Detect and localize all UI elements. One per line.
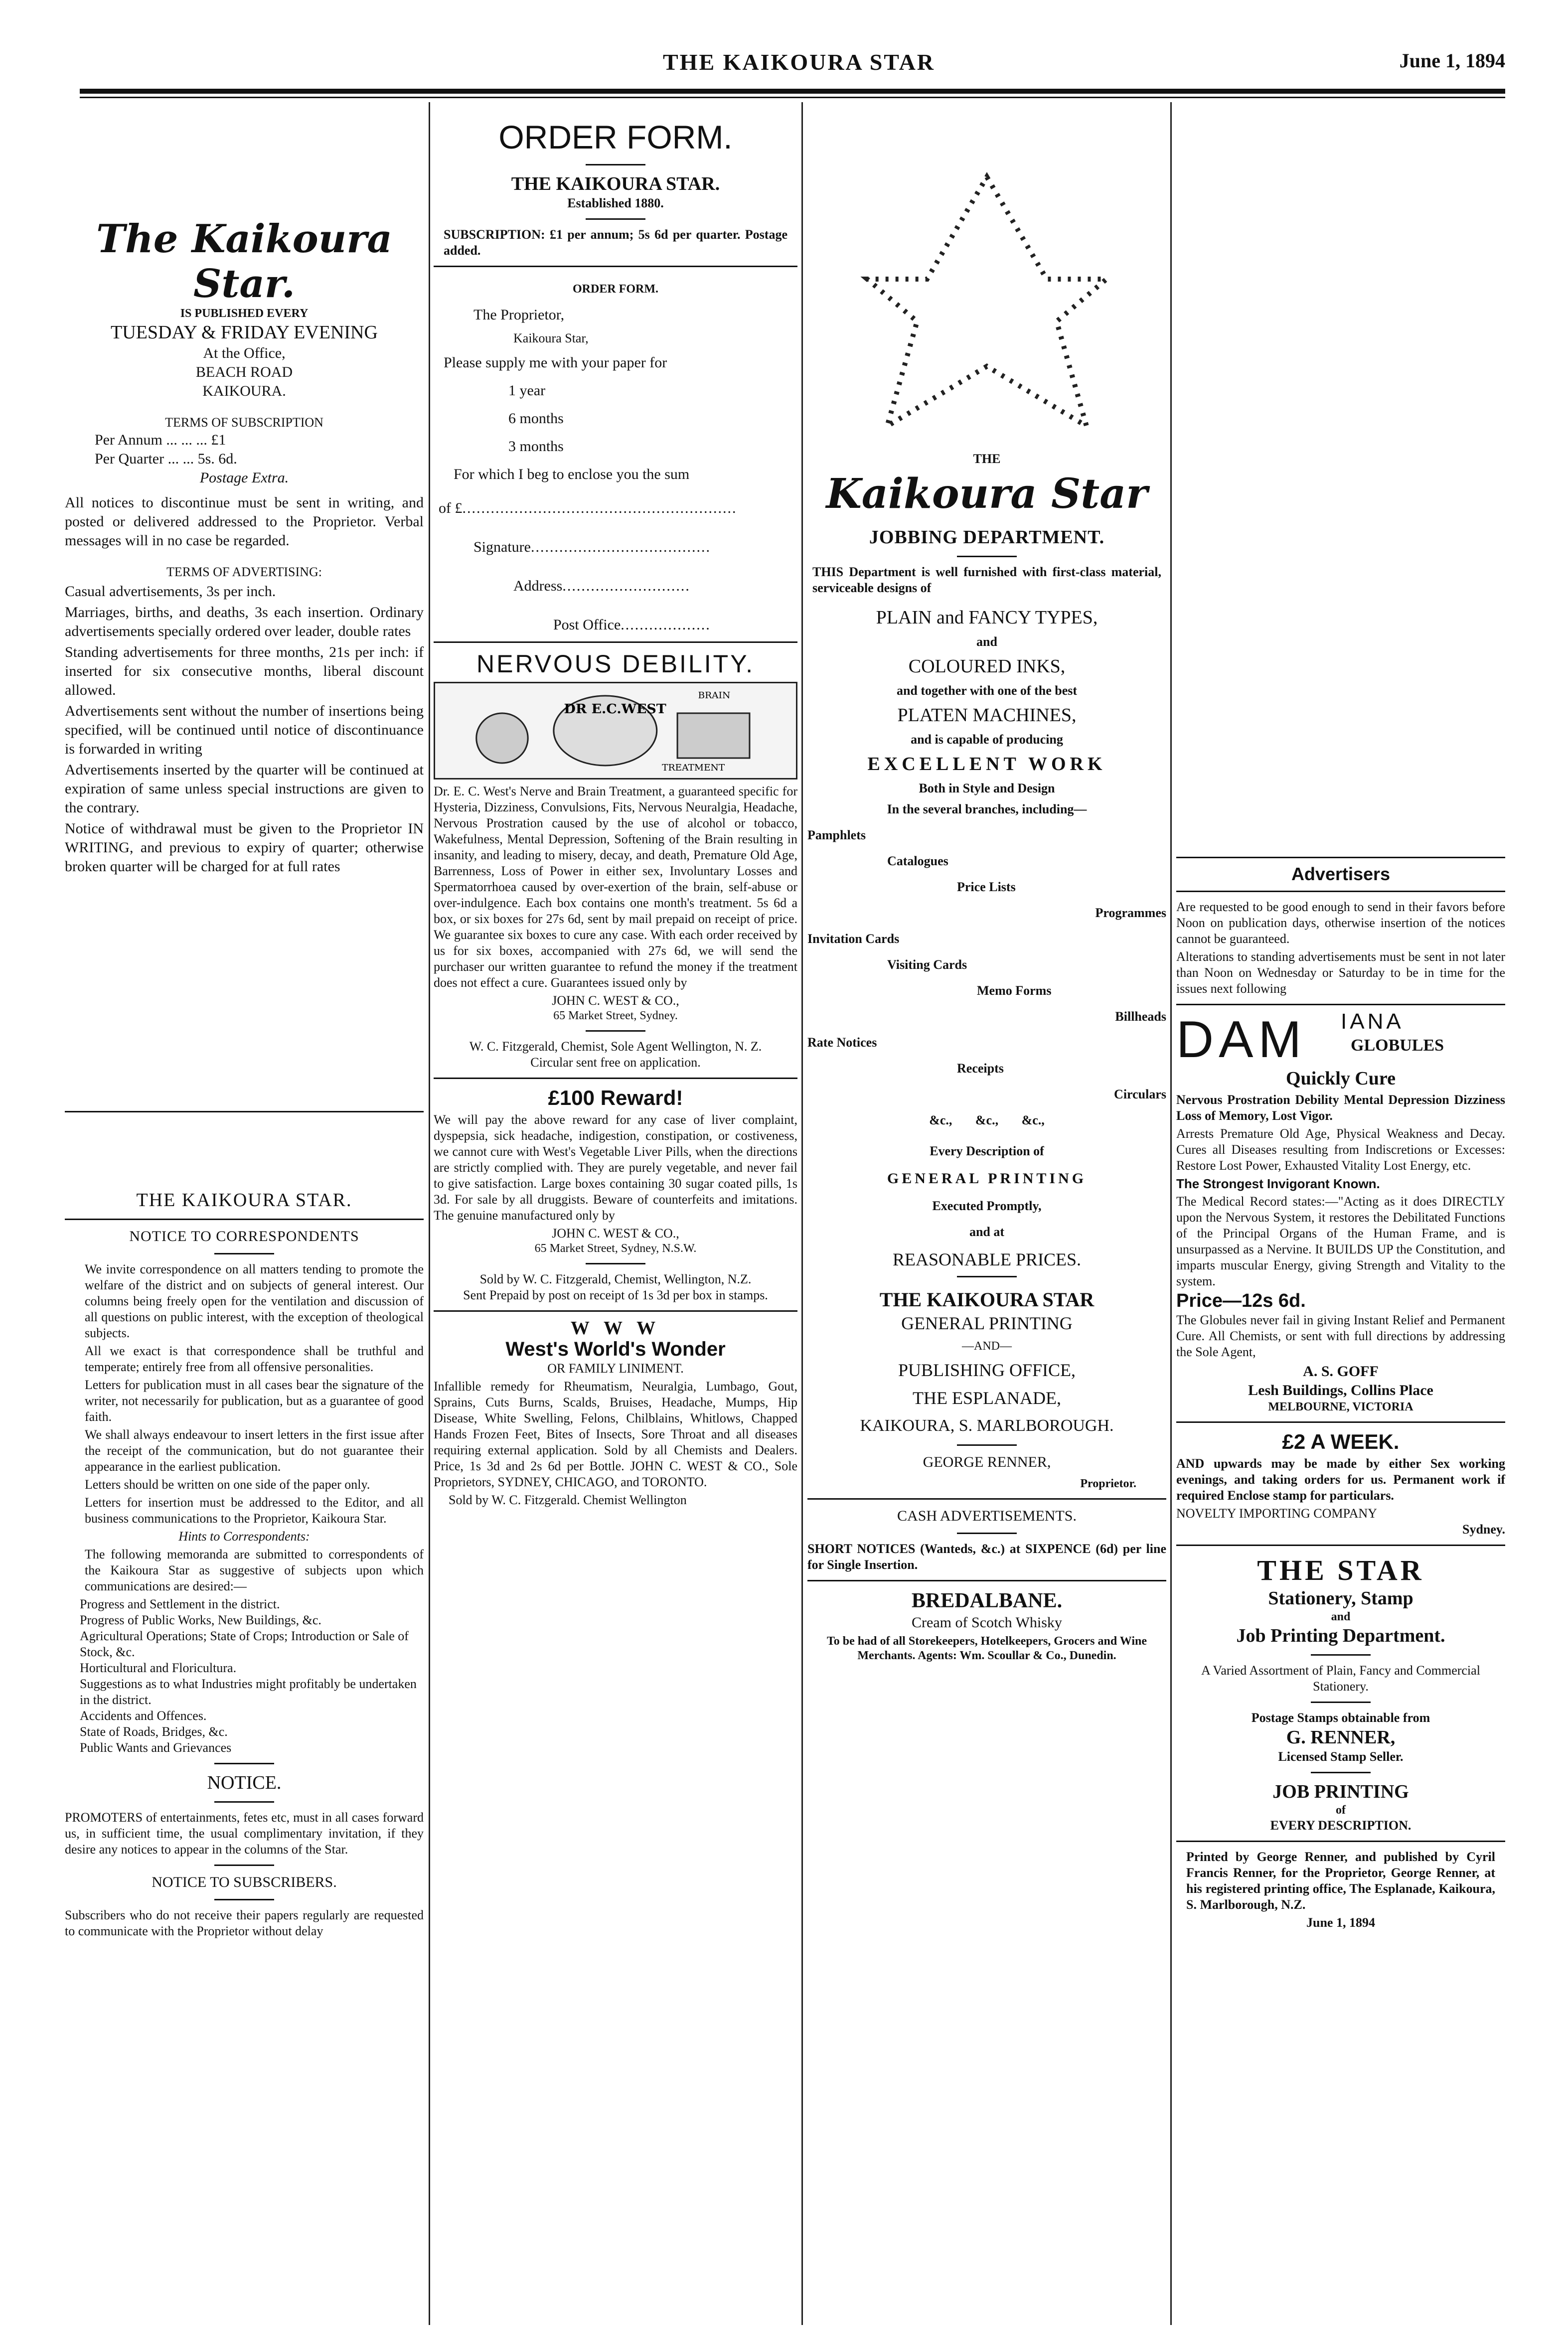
rule bbox=[1176, 1545, 1505, 1546]
option-six-months[interactable]: 6 months bbox=[508, 410, 564, 427]
stationery-line: Stationery, Stamp bbox=[1268, 1588, 1413, 1609]
sum-field[interactable]: of £.......................................................... bbox=[439, 500, 737, 516]
column-4 bbox=[1176, 102, 1505, 2327]
rule bbox=[1176, 891, 1505, 892]
field-label: of £ bbox=[439, 500, 463, 516]
globules-label: GLOBULES bbox=[1351, 1036, 1444, 1055]
licensed-line: Licensed Stamp Seller. bbox=[1278, 1749, 1404, 1764]
bredalbane-text: To be had of all Storekeepers, Hotelkeepers, Grocers and Wine Merchants. Agents: Wm. Scoullar & Co., Dunedin. bbox=[827, 1635, 1147, 1662]
rule bbox=[1311, 1654, 1371, 1656]
notice-heading: NOTICE. bbox=[207, 1772, 282, 1793]
post-office-field[interactable]: Post Office................... bbox=[553, 617, 711, 633]
cash-advertisements-heading: CASH ADVERTISEMENTS. bbox=[897, 1508, 1077, 1524]
general-printing-title: THE KAIKOURA STAR bbox=[879, 1288, 1095, 1311]
list-item: Billheads bbox=[1115, 1009, 1166, 1024]
damiana-text: Arrests Premature Old Age, Physical Weakness and Decay. Cures all Diseases resulting from Indiscretions or Excesses: Restore Lost Power, Exhausted Vitality Lost Energy, etc. bbox=[1176, 1126, 1505, 1173]
damiana-title-suffix: IANA bbox=[1341, 1009, 1404, 1034]
publication-days: TUESDAY & FRIDAY EVENING bbox=[111, 322, 378, 343]
rule bbox=[434, 641, 797, 643]
form-to: The Proprietor, bbox=[473, 307, 565, 323]
proprietor-line: Proprietor. bbox=[1080, 1477, 1136, 1490]
option-year[interactable]: 1 year bbox=[508, 382, 546, 399]
inks-line: COLOURED INKS, bbox=[908, 656, 1066, 677]
form-please: Please supply me with your paper for bbox=[444, 354, 667, 371]
imprint-text: Printed by George Renner, and published by Cyril Francis Renner, for the Proprietor, George Renner, at his registered printing office, The Esplanade, Kaikoura, S. Marlborough, N.Z. bbox=[1186, 1850, 1495, 1912]
advertisers-text: Are requested to be good enough to send in their favors before Noon on publication days, otherwise insertion of the notices cannot be guaranteed. bbox=[1176, 900, 1505, 946]
illustration-label: DR E.C.WEST bbox=[564, 701, 666, 717]
agent-address: Lesh Buildings, Collins Place bbox=[1248, 1382, 1433, 1398]
damiana-title: DAM bbox=[1176, 1011, 1307, 1069]
notice-paragraph: All we exact is that correspondence shall be truthful and temperate; entirely free from all offensive personalities. bbox=[85, 1344, 424, 1374]
column-divider bbox=[429, 102, 430, 2325]
the-line: THE bbox=[973, 452, 1001, 466]
excellent-work-line: EXCELLENT WORK bbox=[867, 754, 1106, 775]
damiana-advertisement bbox=[1176, 1009, 1505, 1414]
list-item: Receipts bbox=[957, 1061, 1004, 1076]
esplanade-line: THE ESPLANADE, bbox=[913, 1388, 1061, 1408]
masthead bbox=[80, 45, 1505, 90]
paper-title: The Kaikoura Star. bbox=[96, 216, 392, 307]
advertising-terms-heading: TERMS OF ADVERTISING: bbox=[166, 565, 322, 579]
agent-line: W. C. Fitzgerald, Chemist, Sole Agent Wellington, N. Z. bbox=[469, 1039, 762, 1054]
imprint-date: June 1, 1894 bbox=[1306, 1915, 1375, 1930]
office-line: At the Office, bbox=[203, 345, 286, 361]
jobbing-department bbox=[807, 526, 1166, 1665]
executed-line: Executed Promptly, bbox=[932, 1199, 1042, 1213]
list-item: Circulars bbox=[1114, 1087, 1166, 1101]
the-star-heading: THE STAR bbox=[1257, 1554, 1424, 1586]
quarter-rate: Per Quarter ... ... 5s. 6d. bbox=[95, 451, 237, 467]
column-divider bbox=[801, 102, 803, 2325]
rule bbox=[214, 1801, 274, 1803]
publishing-office-line: PUBLISHING OFFICE, bbox=[898, 1360, 1076, 1380]
rule bbox=[1176, 1841, 1505, 1842]
quickly-cure: Quickly Cure bbox=[1286, 1068, 1396, 1089]
advertising-term: Notice of withdrawal must be given to the Proprietor IN WRITING, and previous to expiry of quarter; otherwise broken quarter will be charged for at full rates bbox=[65, 820, 424, 875]
discontinue-notice: All notices to discontinue must be sent in writing, and posted or delivered addressed to the Proprietor. Verbal messages will in no case be regarded. bbox=[65, 494, 424, 549]
list-item: Public Wants and Grievances bbox=[80, 1740, 232, 1755]
wonder-heading: West's World's Wonder bbox=[505, 1338, 726, 1360]
list-item: Catalogues bbox=[887, 854, 948, 868]
list-item: Programmes bbox=[1095, 906, 1166, 920]
form-enclose: For which I beg to enclose you the sum bbox=[454, 466, 690, 482]
rule bbox=[957, 1276, 1017, 1277]
capable-line: and is capable of producing bbox=[911, 732, 1063, 747]
price-line: Price—12s 6d. bbox=[1176, 1290, 1306, 1311]
list-item: Progress and Settlement in the district. bbox=[80, 1597, 280, 1611]
rule bbox=[1176, 1004, 1505, 1005]
subscription-rates: SUBSCRIPTION: £1 per annum; 5s 6d per quarter. Postage added. bbox=[444, 227, 787, 258]
list-item: State of Roads, Bridges, &c. bbox=[80, 1724, 228, 1739]
price-text: The Globules never fail in giving Instant Relief and Permanent Cure. All Chemists, or sent with full directions by addressing the Sole Agent, bbox=[1176, 1313, 1505, 1359]
option-three-months[interactable]: 3 months bbox=[508, 438, 564, 455]
and-line: and bbox=[1331, 1610, 1351, 1623]
star-logo bbox=[852, 167, 1121, 436]
rule bbox=[957, 556, 1017, 557]
list-item: Memo Forms bbox=[977, 983, 1052, 998]
liniment-text: Infallible remedy for Rheumatism, Neuralgia, Lumbago, Gout, Sprains, Cuts Burns, Scalds, Bruises, Headache, Mumps, Hip Disease, White Swelling, Felons, Chilblains, Whitlows, Chapped Hands Frozen Feet, Bites of Insects, Sore Throat and all diseases requiring external application. Sold by all Chemists and Dealers. Price, 1s 3d and 2s 6d per Bottle. JOHN C. WEST & CO., Sole Proprietors, SYDNEY, CHICAGO, and TORONTO. bbox=[434, 1379, 797, 1489]
section-rule bbox=[65, 1111, 424, 1112]
column-3 bbox=[807, 102, 1166, 2327]
field-label: Signature bbox=[473, 539, 531, 555]
damiana-list: Nervous Prostration Debility Mental Depression Dizziness Loss of Memory, Lost Vigor. bbox=[1176, 1092, 1505, 1123]
star-name: THE KAIKOURA STAR. bbox=[511, 173, 720, 194]
general-printing-line: GENERAL PRINTING bbox=[887, 1170, 1087, 1187]
rule bbox=[807, 1580, 1166, 1581]
subscribers-heading: NOTICE TO SUBSCRIBERS. bbox=[152, 1874, 337, 1890]
and-line: and at bbox=[969, 1225, 1005, 1239]
field-label: Post Office bbox=[553, 617, 621, 633]
together-line: and together with one of the best bbox=[896, 683, 1078, 698]
list-item: Rate Notices bbox=[807, 1035, 877, 1050]
paper-name: Kaikoura Star bbox=[826, 470, 1148, 518]
company-address: 65 Market Street, Sydney. bbox=[553, 1009, 678, 1022]
types-line: PLAIN and FANCY TYPES, bbox=[876, 607, 1098, 628]
notice-paragraph: Letters for publication must in all cases bear the signature of the writer, not necessarily for publication, but as a guarantee of good faith. bbox=[85, 1378, 424, 1424]
postage-note: Postage Extra. bbox=[199, 469, 289, 486]
style-line: Both in Style and Design bbox=[919, 781, 1055, 795]
page-header-title: THE KAIKOURA STAR bbox=[663, 49, 936, 75]
kaikoura-line: KAIKOURA, S. MARLBOROUGH. bbox=[860, 1416, 1114, 1435]
rule bbox=[434, 266, 797, 267]
star-icon bbox=[852, 167, 1121, 436]
platen-line: PLATEN MACHINES, bbox=[897, 705, 1077, 726]
road-line: BEACH ROAD bbox=[195, 364, 293, 380]
section-rule bbox=[1176, 857, 1505, 858]
every-description-line: EVERY DESCRIPTION. bbox=[1270, 1818, 1411, 1833]
branches-line: In the several branches, including— bbox=[887, 802, 1087, 816]
rule bbox=[434, 1078, 797, 1079]
agent-line: Sold by W. C. Fitzgerald. Chemist Wellington bbox=[449, 1493, 687, 1507]
column-2 bbox=[434, 102, 797, 2327]
rule bbox=[586, 218, 645, 220]
circular-line: Circular sent free on application. bbox=[530, 1055, 701, 1070]
postage-line: Postage Stamps obtainable from bbox=[1251, 1710, 1430, 1725]
address-field[interactable]: Address........................... bbox=[513, 578, 690, 594]
signature-field[interactable]: Signature...................................... bbox=[473, 539, 711, 555]
terms-heading: TERMS OF SUBSCRIPTION bbox=[165, 415, 323, 430]
notice-paragraph: We shall always endeavour to insert letters in the first issue after the receipt of the communication, but do not guarantee their appearance in the earliest publication. bbox=[85, 1427, 424, 1474]
renner-name: G. RENNER, bbox=[1286, 1727, 1396, 1748]
advertising-term: Marriages, births, and deaths, 3s each insertion. Ordinary advertisements specially ordered over leader, double rates bbox=[65, 604, 424, 639]
advertisers-text: Alterations to standing advertisements must be sent in not later than Noon on Wednesday or Saturday to be in time for the issues next following bbox=[1176, 949, 1505, 996]
list-item: Agricultural Operations; State of Crops; Introduction or Sale of Stock, &c. bbox=[80, 1629, 409, 1659]
week-heading: £2 A WEEK. bbox=[1282, 1430, 1400, 1453]
advertising-term: Advertisements inserted by the quarter will be continued at expiration of same unless special instructions are given to the contrary. bbox=[65, 762, 424, 816]
notice-paragraph: Letters for insertion must be addressed to the Editor, and all business communications to the Proprietor, Kaikoura Star. bbox=[85, 1495, 424, 1526]
subscribers-notice: Subscribers who do not receive their papers regularly are requested to communicate with the Proprietor without delay bbox=[65, 1908, 424, 1938]
rule bbox=[434, 1310, 797, 1312]
advertising-term: Casual advertisements, 3s per inch. bbox=[65, 583, 276, 600]
bredalbane-subtitle: Cream of Scotch Whisky bbox=[912, 1614, 1062, 1631]
hints-list bbox=[65, 1596, 424, 1756]
form-paper: Kaikoura Star, bbox=[513, 331, 589, 345]
list-item: Invitation Cards bbox=[807, 931, 900, 946]
field-label: Address bbox=[513, 578, 563, 594]
column-divider bbox=[1170, 102, 1172, 2325]
medical-record-text: The Medical Record states:—"Acting as it does DIRECTLY upon the Nervous System, it restores the Debilitated Functions of the Principal Organs of the Human Frame, and is unsurpassed as a Nervine. It BUILDS UP the Constitution, and imparts muscular Energy, giving Strength and Vitality to the system. bbox=[1176, 1194, 1505, 1288]
rule bbox=[807, 1498, 1166, 1500]
reasonable-prices-line: REASONABLE PRICES. bbox=[892, 1249, 1082, 1269]
publication-info bbox=[65, 217, 424, 878]
rule bbox=[957, 1444, 1017, 1446]
annum-rate: Per Annum ... ... ... £1 bbox=[95, 432, 226, 448]
etc-line: &c., &c., &c., bbox=[929, 1113, 1045, 1127]
hints-heading: Hints to Correspondents: bbox=[178, 1529, 310, 1544]
sydney-line: Sydney. bbox=[1462, 1522, 1505, 1537]
rule bbox=[1311, 1702, 1371, 1703]
rule bbox=[957, 1533, 1017, 1534]
department-text: THIS Department is well furnished with first-class material, serviceable designs of bbox=[812, 565, 1161, 595]
novelty-line: NOVELTY IMPORTING COMPANY bbox=[1176, 1506, 1377, 1521]
rule bbox=[65, 1219, 424, 1220]
reward-heading: £100 Reward! bbox=[548, 1086, 683, 1109]
reward-text: We will pay the above reward for any case of liver complaint, dyspepsia, sick headache, indigestion, constipation, or costiveness, we cannot cure with West's Vegetable Liver Pills, when the directions are strictly complied with. They are purely vegetable, and never fail to give satisfaction. Large boxes containing 30 sugar coated pills, 1s 3d. For sale by all druggists. Beware of counterfeits and imitations. The genuine manufactured only by bbox=[434, 1112, 797, 1223]
printing-items bbox=[807, 827, 1166, 1128]
star-heading: THE KAIKOURA STAR. bbox=[136, 1190, 352, 1211]
hints-intro: The following memoranda are submitted to correspondents of the Kaikoura Star as suggestive of subjects upon which communications are desired:— bbox=[85, 1547, 424, 1593]
column-1 bbox=[65, 102, 424, 2327]
notice-paragraph: Letters should be written on one side of the paper only. bbox=[85, 1477, 370, 1492]
notice-heading: NOTICE TO CORRESPONDENTS bbox=[129, 1228, 359, 1244]
rule bbox=[214, 1253, 274, 1254]
agent-line: Sold by W. C. Fitzgerald, Chemist, Wellington, N.Z. bbox=[479, 1272, 752, 1286]
of-line: of bbox=[1336, 1804, 1346, 1817]
list-item: Visiting Cards bbox=[887, 957, 967, 972]
company-name: JOHN C. WEST & CO., bbox=[552, 1226, 679, 1241]
www-heading: W W W bbox=[570, 1318, 661, 1339]
masthead-rule bbox=[80, 89, 1505, 94]
agent-name: A. S. GOFF bbox=[1303, 1363, 1379, 1380]
list-item: Pamphlets bbox=[807, 828, 866, 842]
masthead-rule-thin bbox=[80, 97, 1505, 98]
published-line: IS PUBLISHED EVERY bbox=[180, 307, 309, 320]
town-line: KAIKOURA. bbox=[202, 383, 286, 399]
general-printing-subtitle: GENERAL PRINTING bbox=[901, 1313, 1073, 1333]
rule bbox=[214, 1763, 274, 1764]
form-label: ORDER FORM. bbox=[573, 283, 658, 296]
liniment-line: OR FAMILY LINIMENT. bbox=[547, 1361, 684, 1376]
job-department-line: Job Printing Department. bbox=[1236, 1625, 1445, 1646]
notice-paragraph: We invite correspondence on all matters tending to promote the welfare of the district and on subjects of general interest. Our columns being freely open for the ventilation and discussion of all questions on public interest, with the exception of theological subjects. bbox=[85, 1262, 424, 1340]
list-item: Price Lists bbox=[957, 880, 1016, 894]
promoters-notice: PROMOTERS of entertainments, fetes etc, must in all cases forward us, in sufficient time, the usual complimentary invitation, if they desire any notices to appear in the columns of the Star. bbox=[65, 1810, 424, 1857]
job-printing-line: JOB PRINTING bbox=[1272, 1781, 1409, 1802]
strongest-line: The Strongest Invigorant Known. bbox=[1176, 1176, 1380, 1191]
page-header-date: June 1, 1894 bbox=[1399, 49, 1505, 72]
rule bbox=[214, 1864, 274, 1866]
rule bbox=[586, 164, 645, 165]
illustration-label: TREATMENT bbox=[662, 763, 725, 773]
list-item: Suggestions as to what Industries might profitably be undertaken in the district. bbox=[80, 1677, 417, 1707]
correspondents-notice bbox=[65, 1189, 424, 1941]
west-advertisement-illustration bbox=[434, 682, 797, 779]
rule bbox=[1176, 1421, 1505, 1423]
company-address: 65 Market Street, Sydney, N.S.W. bbox=[534, 1242, 697, 1255]
and-line: —AND— bbox=[962, 1340, 1012, 1353]
illustration-label: BRAIN bbox=[698, 690, 731, 701]
illustration-graphic bbox=[435, 683, 796, 778]
nervous-debility-heading: NERVOUS DEBILITY. bbox=[476, 650, 755, 678]
list-item: Horticultural and Floricultura. bbox=[80, 1661, 237, 1675]
rule bbox=[586, 1030, 645, 1032]
rule bbox=[586, 1263, 645, 1264]
agent-city: MELBOURNE, VICTORIA bbox=[1268, 1400, 1413, 1413]
advertisers-notice bbox=[1176, 865, 1505, 1931]
bredalbane-heading: BREDALBANE. bbox=[911, 1589, 1063, 1612]
advertisers-heading: Advertisers bbox=[1291, 864, 1391, 884]
established-line: Established 1880. bbox=[567, 196, 664, 210]
rule bbox=[214, 1899, 274, 1900]
order-form-heading: ORDER FORM. bbox=[498, 119, 733, 155]
list-item: Progress of Public Works, New Buildings, &c. bbox=[80, 1613, 321, 1627]
varied-text: A Varied Assortment of Plain, Fancy and Commercial Stationery. bbox=[1201, 1663, 1480, 1694]
cash-advertisements-text: SHORT NOTICES (Wanteds, &c.) at SIXPENCE (6d) per line for Single Insertion. bbox=[807, 1542, 1166, 1572]
week-text: AND upwards may be made by either Sex working evenings, and taking orders for us. Permanent work if required Enclose stamp for particulars. bbox=[1176, 1456, 1505, 1503]
list-item: Accidents and Offences. bbox=[80, 1708, 207, 1723]
jobbing-heading: JOBBING DEPARTMENT. bbox=[869, 527, 1105, 548]
postage-line: Sent Prepaid by post on receipt of 1s 3d per box in stamps. bbox=[463, 1288, 768, 1302]
advertising-term: Advertisements sent without the number of insertions being specified, will be continued until notice of discontinuance is forwarded in writing bbox=[65, 703, 424, 757]
company-name: JOHN C. WEST & CO., bbox=[552, 993, 679, 1008]
every-line: Every Description of bbox=[930, 1144, 1044, 1158]
and-line: and bbox=[976, 634, 997, 649]
rule bbox=[1311, 1772, 1371, 1773]
renner-line: GEORGE RENNER, bbox=[923, 1454, 1051, 1470]
advertising-term: Standing advertisements for three months, 21s per inch: if inserted for six consecutive months, liberal discount allowed. bbox=[65, 644, 424, 698]
west-treatment-text: Dr. E. C. West's Nerve and Brain Treatment, a guaranteed specific for Hysteria, Dizziness, Convulsions, Fits, Nervous Neuralgia, Headache, Nervous Prostration caused by the use of alcohol or tobacco, Wakefulness, Mental Depression, Softening of the Brain resulting in insanity, and leading to misery, decay, and death, Premature Old Age, Barrenness, Loss of Power in either sex, Involuntary Losses and Spermatorrhoea caused by over-exertion of the brain, self-abuse or over-indulgence. Each box contains one month's treatment. 5s 6d a box, or six boxes for 27s 6d, sent by mail prepaid on receipt of price. We guarantee six boxes to cure any case. With each order received by us for six boxes, accompanied with 27s 6d, we will send the purchaser our written guarantee to refund the money if the treatment does not effect a cure. Guarantees issued only by bbox=[434, 784, 797, 990]
